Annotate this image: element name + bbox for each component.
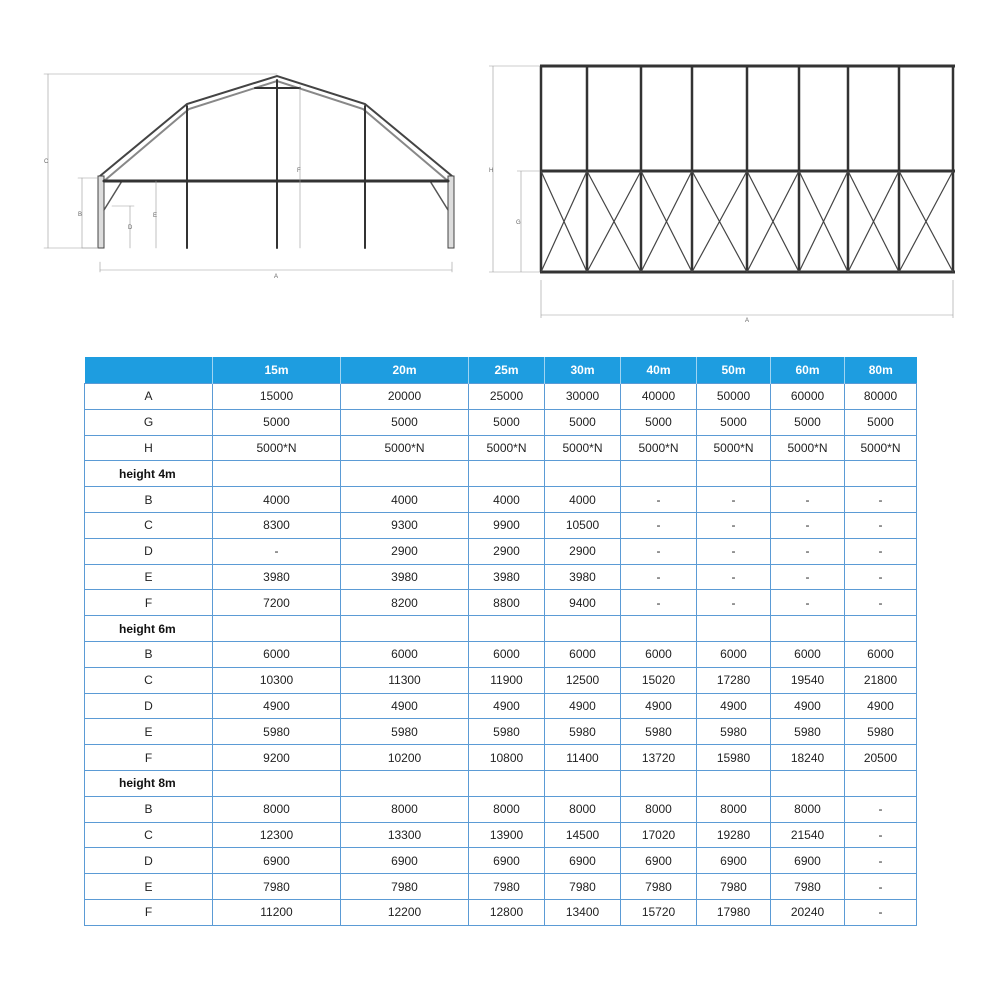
row-label-cell: C [85, 667, 213, 693]
empty-cell [771, 770, 845, 796]
value-cell: - [845, 487, 917, 513]
row-label-cell: E [85, 719, 213, 745]
value-cell: 4900 [845, 693, 917, 719]
value-cell: 5000 [697, 409, 771, 435]
value-cell: 7980 [621, 874, 697, 900]
table-row [85, 822, 917, 848]
header-width-cell: 50m [697, 357, 771, 384]
specification-table [84, 357, 917, 926]
table-row [85, 538, 917, 564]
value-cell: - [621, 590, 697, 616]
value-cell: 6900 [697, 848, 771, 874]
value-cell: 7980 [213, 874, 341, 900]
value-cell: 5980 [621, 719, 697, 745]
dim-label-e: E [153, 213, 158, 219]
row-label-cell: H [85, 435, 213, 461]
value-cell: 6900 [771, 848, 845, 874]
value-cell: 20240 [771, 899, 845, 925]
value-cell: 6000 [341, 641, 469, 667]
value-cell: 21800 [845, 667, 917, 693]
table-row [85, 693, 917, 719]
value-cell: - [771, 487, 845, 513]
value-cell: 8000 [341, 796, 469, 822]
table-row [85, 435, 917, 461]
value-cell: 11400 [545, 745, 621, 771]
value-cell: - [697, 512, 771, 538]
table-row [85, 874, 917, 900]
value-cell: 17020 [621, 822, 697, 848]
value-cell: 10200 [341, 745, 469, 771]
value-cell: 10500 [545, 512, 621, 538]
table-row [85, 512, 917, 538]
empty-cell [771, 461, 845, 487]
value-cell: - [213, 538, 341, 564]
value-cell: 6000 [469, 641, 545, 667]
table-row [85, 487, 917, 513]
dim-label-f: F [297, 168, 301, 174]
value-cell: 6900 [213, 848, 341, 874]
row-label-cell: B [85, 641, 213, 667]
dim-label-h: H [489, 168, 494, 174]
value-cell: - [697, 564, 771, 590]
value-cell: - [845, 796, 917, 822]
value-cell: 19540 [771, 667, 845, 693]
row-label-cell: C [85, 822, 213, 848]
value-cell: - [845, 899, 917, 925]
value-cell: 4000 [469, 487, 545, 513]
value-cell: 12500 [545, 667, 621, 693]
value-cell: 15020 [621, 667, 697, 693]
empty-cell [545, 770, 621, 796]
value-cell: 12200 [341, 899, 469, 925]
value-cell: 19280 [697, 822, 771, 848]
row-label-cell: E [85, 874, 213, 900]
value-cell: 5000*N [469, 435, 545, 461]
value-cell: - [771, 564, 845, 590]
value-cell: 5000*N [771, 435, 845, 461]
value-cell: 2900 [469, 538, 545, 564]
value-cell: - [845, 564, 917, 590]
value-cell: 7980 [771, 874, 845, 900]
table-header-row [85, 357, 917, 384]
value-cell: 10300 [213, 667, 341, 693]
value-cell: 6000 [213, 641, 341, 667]
value-cell: 5000*N [545, 435, 621, 461]
value-cell: - [845, 538, 917, 564]
table-row [85, 667, 917, 693]
section-label: height 8m [85, 770, 213, 796]
value-cell: 15720 [621, 899, 697, 925]
value-cell: - [771, 538, 845, 564]
value-cell: 10800 [469, 745, 545, 771]
value-cell: - [845, 822, 917, 848]
value-cell: 8000 [469, 796, 545, 822]
row-label-cell: D [85, 538, 213, 564]
row-label-cell: E [85, 564, 213, 590]
value-cell: 3980 [341, 564, 469, 590]
value-cell: 5000*N [845, 435, 917, 461]
empty-cell [341, 770, 469, 796]
value-cell: 7980 [341, 874, 469, 900]
empty-cell [545, 616, 621, 642]
value-cell: 4900 [213, 693, 341, 719]
value-cell: 9400 [545, 590, 621, 616]
value-cell: 8200 [341, 590, 469, 616]
value-cell: - [771, 512, 845, 538]
row-label-cell: B [85, 796, 213, 822]
empty-cell [469, 770, 545, 796]
empty-cell [341, 461, 469, 487]
value-cell: 5000 [621, 409, 697, 435]
value-cell: 4900 [341, 693, 469, 719]
row-label-cell: F [85, 745, 213, 771]
value-cell: 5980 [341, 719, 469, 745]
header-width-cell: 60m [771, 357, 845, 384]
value-cell: 18240 [771, 745, 845, 771]
value-cell: 11200 [213, 899, 341, 925]
empty-cell [469, 461, 545, 487]
value-cell: 9300 [341, 512, 469, 538]
value-cell: - [697, 538, 771, 564]
value-cell: 5980 [469, 719, 545, 745]
value-cell: 21540 [771, 822, 845, 848]
value-cell: 4900 [469, 693, 545, 719]
value-cell: 8000 [771, 796, 845, 822]
empty-cell [845, 461, 917, 487]
value-cell: 5980 [771, 719, 845, 745]
table-row [85, 409, 917, 435]
section-label: height 4m [85, 461, 213, 487]
value-cell: 5980 [845, 719, 917, 745]
empty-cell [213, 616, 341, 642]
value-cell: - [621, 538, 697, 564]
table-body [85, 384, 917, 926]
value-cell: 6000 [697, 641, 771, 667]
empty-cell [621, 616, 697, 642]
empty-cell [697, 770, 771, 796]
value-cell: 7980 [469, 874, 545, 900]
header-width-cell: 15m [213, 357, 341, 384]
value-cell: 4900 [621, 693, 697, 719]
value-cell: 8000 [213, 796, 341, 822]
value-cell: 2900 [341, 538, 469, 564]
value-cell: 9900 [469, 512, 545, 538]
value-cell: 40000 [621, 384, 697, 410]
value-cell: 80000 [845, 384, 917, 410]
value-cell: 60000 [771, 384, 845, 410]
value-cell: 6000 [545, 641, 621, 667]
header-width-cell: 40m [621, 357, 697, 384]
empty-cell [697, 461, 771, 487]
value-cell: 5000 [213, 409, 341, 435]
value-cell: 13400 [545, 899, 621, 925]
value-cell: 6900 [621, 848, 697, 874]
value-cell: 8000 [621, 796, 697, 822]
row-label-cell: G [85, 409, 213, 435]
dim-label-d: D [128, 225, 133, 231]
empty-cell [213, 461, 341, 487]
dim-label-a-side: A [745, 318, 750, 324]
dim-label-c: C [44, 159, 49, 165]
value-cell: 20000 [341, 384, 469, 410]
value-cell: 5980 [697, 719, 771, 745]
value-cell: 6900 [545, 848, 621, 874]
value-cell: 3980 [545, 564, 621, 590]
table-row [85, 745, 917, 771]
value-cell: - [621, 487, 697, 513]
value-cell: 11300 [341, 667, 469, 693]
value-cell: - [845, 590, 917, 616]
front-elevation-view [44, 74, 454, 280]
empty-cell [845, 770, 917, 796]
section-header-row [85, 770, 917, 796]
row-label-cell: B [85, 487, 213, 513]
value-cell: 13300 [341, 822, 469, 848]
value-cell: 4900 [545, 693, 621, 719]
value-cell: 13900 [469, 822, 545, 848]
value-cell: 5000*N [341, 435, 469, 461]
value-cell: 6000 [621, 641, 697, 667]
header-corner-cell [85, 357, 213, 384]
value-cell: 7980 [697, 874, 771, 900]
empty-cell [213, 770, 341, 796]
value-cell: 5000 [469, 409, 545, 435]
tent-structure-drawings [0, 0, 1000, 340]
empty-cell [697, 616, 771, 642]
value-cell: - [697, 590, 771, 616]
table-row [85, 899, 917, 925]
value-cell: 15000 [213, 384, 341, 410]
value-cell: 2900 [545, 538, 621, 564]
value-cell: - [621, 512, 697, 538]
value-cell: 13720 [621, 745, 697, 771]
value-cell: 5000 [771, 409, 845, 435]
section-header-row [85, 461, 917, 487]
table-row [85, 384, 917, 410]
value-cell: 7200 [213, 590, 341, 616]
empty-cell [621, 770, 697, 796]
table-row [85, 848, 917, 874]
row-label-cell: F [85, 899, 213, 925]
empty-cell [545, 461, 621, 487]
dim-label-a-front: A [274, 274, 279, 280]
table-row [85, 641, 917, 667]
header-width-cell: 25m [469, 357, 545, 384]
row-label-cell: D [85, 848, 213, 874]
value-cell: 12300 [213, 822, 341, 848]
empty-cell [845, 616, 917, 642]
value-cell: 11900 [469, 667, 545, 693]
header-width-cell: 30m [545, 357, 621, 384]
value-cell: 5000 [341, 409, 469, 435]
value-cell: 5980 [213, 719, 341, 745]
value-cell: 5000*N [697, 435, 771, 461]
value-cell: 4000 [545, 487, 621, 513]
value-cell: - [621, 564, 697, 590]
row-label-cell: F [85, 590, 213, 616]
section-header-row [85, 616, 917, 642]
value-cell: 8800 [469, 590, 545, 616]
dim-label-b: B [78, 212, 83, 218]
row-label-cell: D [85, 693, 213, 719]
value-cell: 6900 [469, 848, 545, 874]
value-cell: 7980 [545, 874, 621, 900]
value-cell: - [771, 590, 845, 616]
value-cell: 6000 [845, 641, 917, 667]
value-cell: 15980 [697, 745, 771, 771]
value-cell: 30000 [545, 384, 621, 410]
value-cell: 8300 [213, 512, 341, 538]
value-cell: 4000 [341, 487, 469, 513]
value-cell: 6000 [771, 641, 845, 667]
section-label: height 6m [85, 616, 213, 642]
side-elevation-view [489, 66, 955, 324]
empty-cell [771, 616, 845, 642]
value-cell: 14500 [545, 822, 621, 848]
value-cell: 9200 [213, 745, 341, 771]
empty-cell [621, 461, 697, 487]
dim-label-g: G [516, 220, 521, 226]
table-row [85, 564, 917, 590]
value-cell: 4900 [771, 693, 845, 719]
value-cell: 8000 [545, 796, 621, 822]
value-cell: - [845, 848, 917, 874]
value-cell: 5000*N [213, 435, 341, 461]
value-cell: 4900 [697, 693, 771, 719]
value-cell: 17980 [697, 899, 771, 925]
value-cell: 5980 [545, 719, 621, 745]
value-cell: 6900 [341, 848, 469, 874]
value-cell: - [845, 512, 917, 538]
value-cell: 5000*N [621, 435, 697, 461]
value-cell: 5000 [845, 409, 917, 435]
table-row [85, 719, 917, 745]
value-cell: 4000 [213, 487, 341, 513]
row-label-cell: C [85, 512, 213, 538]
value-cell: 17280 [697, 667, 771, 693]
value-cell: - [697, 487, 771, 513]
table-row [85, 590, 917, 616]
value-cell: - [845, 874, 917, 900]
value-cell: 25000 [469, 384, 545, 410]
value-cell: 3980 [469, 564, 545, 590]
value-cell: 5000 [545, 409, 621, 435]
table-row [85, 796, 917, 822]
value-cell: 12800 [469, 899, 545, 925]
value-cell: 50000 [697, 384, 771, 410]
header-width-cell: 80m [845, 357, 917, 384]
value-cell: 8000 [697, 796, 771, 822]
row-label-cell: A [85, 384, 213, 410]
empty-cell [341, 616, 469, 642]
value-cell: 3980 [213, 564, 341, 590]
value-cell: 20500 [845, 745, 917, 771]
empty-cell [469, 616, 545, 642]
header-width-cell: 20m [341, 357, 469, 384]
